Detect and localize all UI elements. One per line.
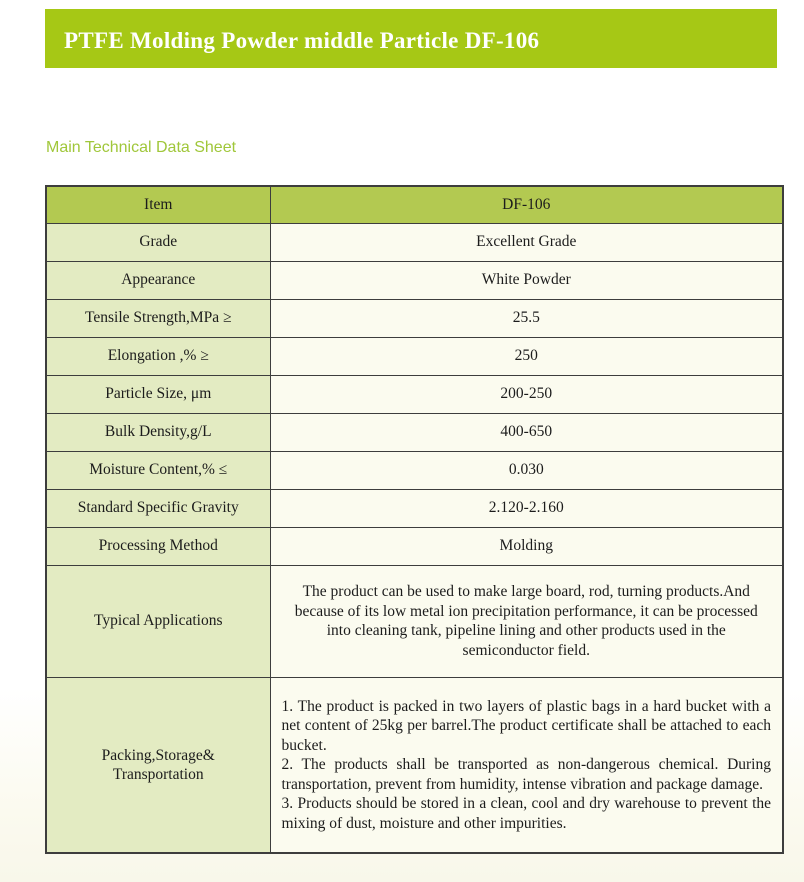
- row-label: Processing Method: [46, 527, 270, 565]
- row-value: White Powder: [270, 261, 783, 299]
- table-row: [46, 527, 783, 565]
- row-label: Moisture Content,% ≤: [46, 451, 270, 489]
- section-heading: Main Technical Data Sheet: [46, 139, 237, 156]
- row-label: Standard Specific Gravity: [46, 489, 270, 527]
- packing-storage-row: [46, 677, 783, 853]
- packing-item: 2. The products shall be transported as non-dangerous chemical. During transportation, prevent from humidity, intense vibration and package damage.: [281, 756, 771, 793]
- packing-item: 1. The product is packed in two layers of plastic bags in a hard bucket with a net content of 25kg per barrel.The product certificate shall be attached to each bucket.: [281, 697, 771, 754]
- row-value: 0.030: [270, 451, 783, 489]
- header-value-cell: DF-106: [270, 186, 783, 223]
- row-label: Typical Applications: [46, 565, 270, 677]
- row-value: 2.120-2.160: [270, 489, 783, 527]
- row-label: Elongation ,% ≥: [46, 337, 270, 375]
- table-row: [46, 489, 783, 527]
- packing-label-line2: Transportation: [112, 765, 204, 783]
- row-value: 200-250: [270, 375, 783, 413]
- row-value: Excellent Grade: [270, 223, 783, 261]
- row-value: 25.5: [270, 299, 783, 337]
- table-row: [46, 299, 783, 337]
- row-label: [46, 677, 270, 853]
- table-row: [46, 223, 783, 261]
- row-label: Appearance: [46, 261, 270, 299]
- typical-applications-row: [46, 565, 783, 677]
- page-title: PTFE Molding Powder middle Particle DF-106: [64, 27, 540, 53]
- packing-label-line1: Packing,Storage&: [101, 746, 215, 764]
- row-value: 400-650: [270, 413, 783, 451]
- row-label: Particle Size, μm: [46, 375, 270, 413]
- row-label: Tensile Strength,MPa ≥: [46, 299, 270, 337]
- table-row: [46, 261, 783, 299]
- table-row: [46, 451, 783, 489]
- packing-instructions: [270, 677, 783, 853]
- table-header-row: [46, 186, 783, 223]
- typical-applications-text: The product can be used to make large board, rod, turning products.And because of its low metal ion precipitation performance, it can be processed into cleaning tank, pipeline lining and other products used in the semiconductor field.: [270, 565, 783, 677]
- table-row: [46, 337, 783, 375]
- table-row: [46, 375, 783, 413]
- table-row: [46, 413, 783, 451]
- technical-data-table: [45, 185, 784, 854]
- row-value: Molding: [270, 527, 783, 565]
- row-label: Grade: [46, 223, 270, 261]
- title-bar: [45, 9, 777, 68]
- row-value: 250: [270, 337, 783, 375]
- header-item-cell: Item: [46, 186, 270, 223]
- packing-item: 3. Products should be stored in a clean, cool and dry warehouse to prevent the mixing of dust, moisture and other impurities.: [281, 795, 771, 832]
- row-label: Bulk Density,g/L: [46, 413, 270, 451]
